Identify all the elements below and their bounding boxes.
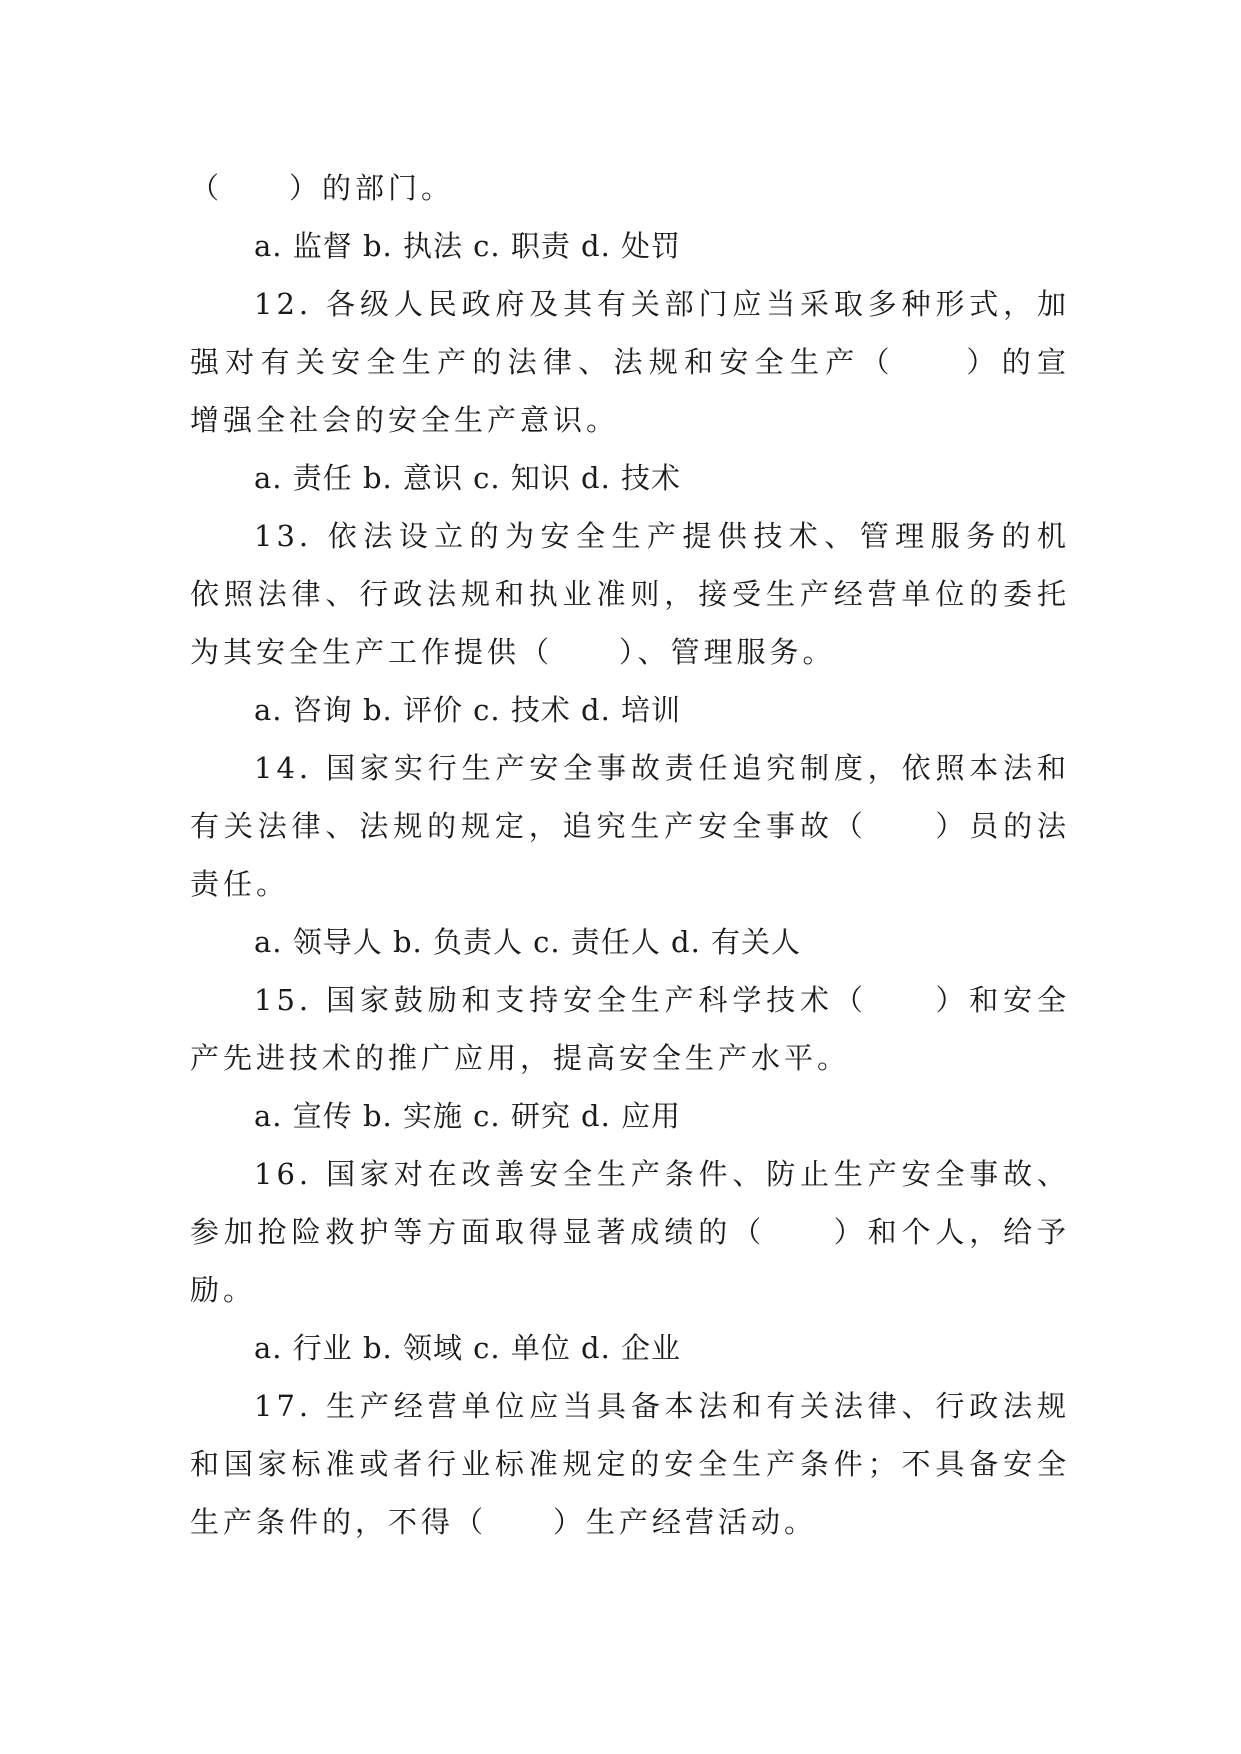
text-line: 有关法律、法规的规定，追究生产安全事故（ ）员的法 <box>190 809 1070 843</box>
answer-options: a. 责任 b. 意识 c. 知识 d. 技术 <box>254 461 682 495</box>
text-line: （ ）的部门。 <box>190 171 455 205</box>
text-line: 参加抢险救护等方面取得显著成绩的（ ）和个人，给予 <box>190 1215 1070 1249</box>
text-line: 增强全社会的安全生产意识。 <box>190 403 620 437</box>
text-line: 产先进技术的推广应用，提高安全生产水平。 <box>190 1041 851 1075</box>
question-12: 12. 各级人民政府及其有关部门应当采取多种形式，加 <box>254 287 1070 321</box>
answer-options: a. 监督 b. 执法 c. 职责 d. 处罚 <box>254 229 682 263</box>
text-line: 和国家标准或者行业标准规定的安全生产条件；不具备安全 <box>190 1447 1070 1481</box>
text-line: 生产条件的，不得（ ）生产经营活动。 <box>190 1505 818 1539</box>
answer-options: a. 宣传 b. 实施 c. 研究 d. 应用 <box>254 1099 682 1133</box>
question-13: 13. 依法设立的为安全生产提供技术、管理服务的机 <box>254 519 1070 553</box>
text-line: 为其安全生产工作提供（ ）、管理服务。 <box>190 635 836 669</box>
text-line: 强对有关安全生产的法律、法规和安全生产（ ）的宣 <box>190 345 1070 379</box>
answer-options: a. 咨询 b. 评价 c. 技术 d. 培训 <box>254 693 682 727</box>
answer-options: a. 领导人 b. 负责人 c. 责任人 d. 有关人 <box>254 925 802 959</box>
question-16: 16. 国家对在改善安全生产条件、防止生产安全事故、 <box>254 1157 1070 1191</box>
text-line: 责任。 <box>190 867 290 901</box>
question-14: 14. 国家实行生产安全事故责任追究制度，依照本法和 <box>254 751 1070 785</box>
question-17: 17. 生产经营单位应当具备本法和有关法律、行政法规 <box>254 1389 1070 1423</box>
question-15: 15. 国家鼓励和支持安全生产科学技术（ ）和安全 <box>254 983 1070 1017</box>
text-line: 励。 <box>190 1273 257 1307</box>
text-line: 依照法律、行政法规和执业准则，接受生产经营单位的委托 <box>190 577 1070 611</box>
answer-options: a. 行业 b. 领域 c. 单位 d. 企业 <box>254 1331 682 1365</box>
